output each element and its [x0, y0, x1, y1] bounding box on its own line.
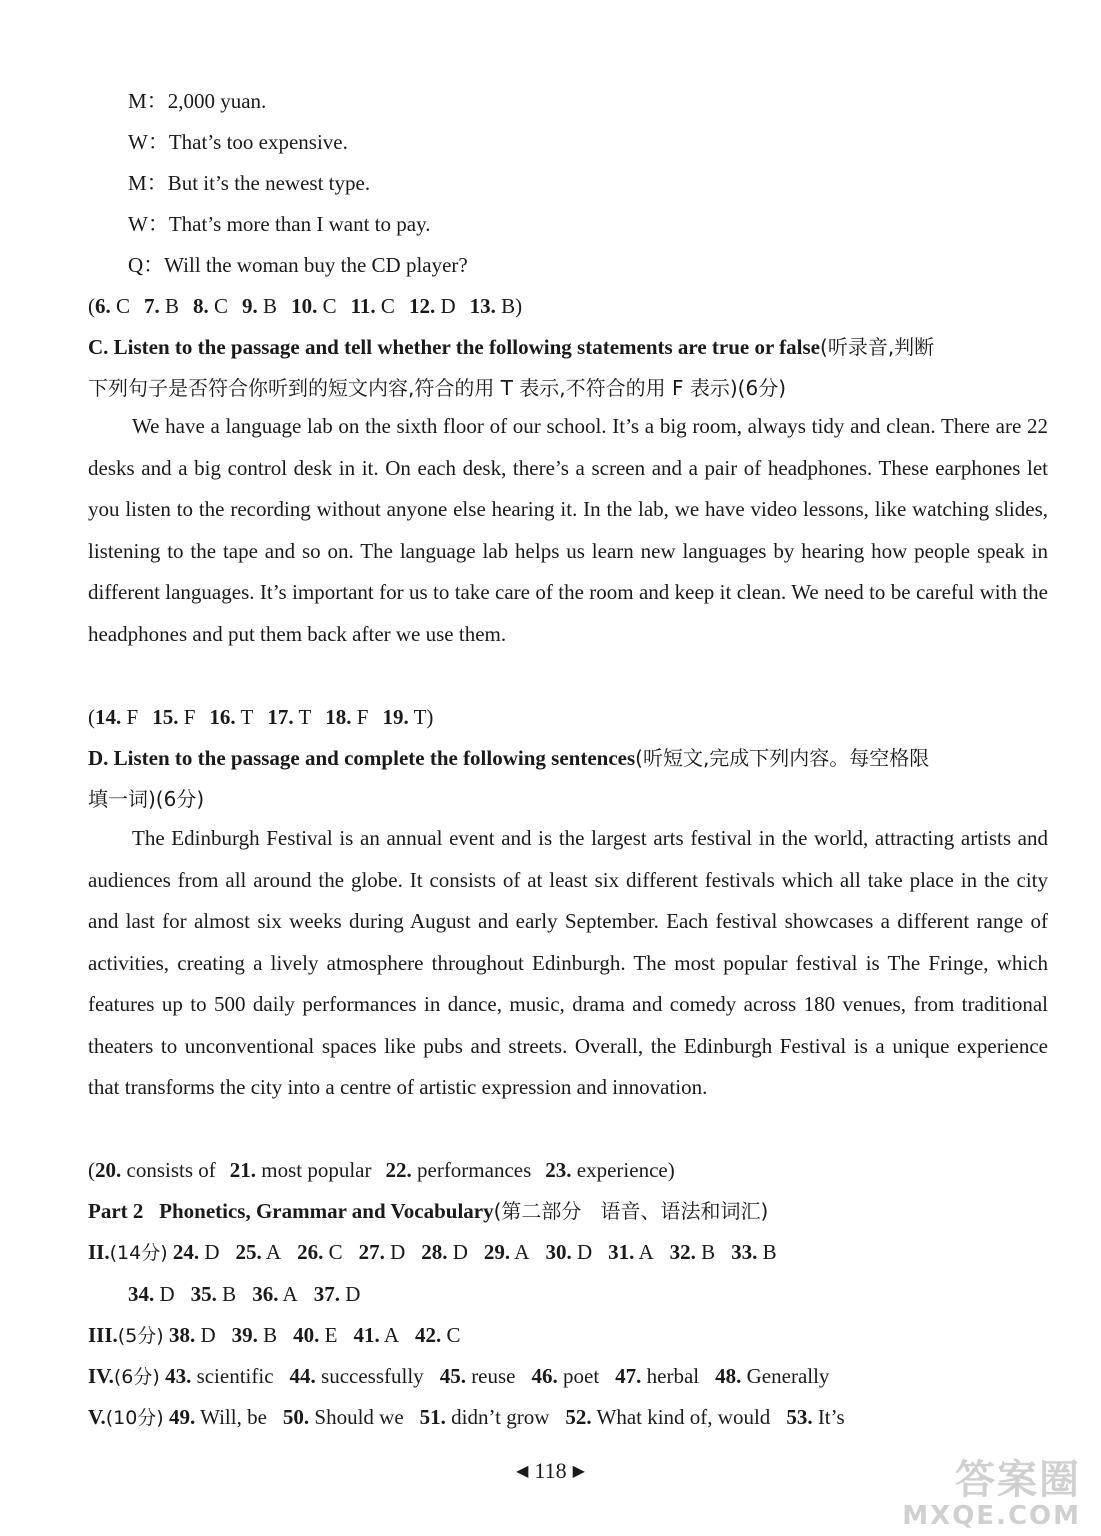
- part2-heading: Part 2 Phonetics, Grammar and Vocabulary(第二部分 语音、语法和词汇): [88, 1199, 769, 1223]
- watermark-text: 答案圈: [955, 1457, 1081, 1503]
- dialogue-line: W：That’s more than I want to pay.: [128, 212, 431, 236]
- section-c-heading-cont: 下列句子是否符合你听到的短文内容,符合的用 T 表示,不符合的用 F 表示)(6分): [88, 376, 786, 400]
- answer-row-ii: II.(14分) 24. D 25. A 26. C 27. D 28. D 29. A 30. D 31. A 32. B 33. B: [88, 1240, 777, 1264]
- dialogue-line: W：That’s too expensive.: [128, 130, 348, 154]
- dialogue-line: M：2,000 yuan.: [128, 89, 267, 113]
- section-c-passage: We have a language lab on the sixth floor of our school. It’s a big room, always tidy and clean. There are 22 desks and a big control desk in it. On each desk, there’s a screen and a pair of headphones. These earphones let you listen to the recording without anyone else hearing it. In the lab, we have video lessons, like watching slides, listening to the tape and so on. The language lab helps us learn new languages by hearing how people speak in different languages. It’s important for us to take care of the room and keep it clean. We need to be careful with the headphones and put them back after we use them.: [88, 414, 1048, 646]
- answer-key-d: (20. consists of 21. most popular 22. performances 23. experience): [88, 1158, 675, 1182]
- triangle-right-icon: ▶: [572, 1463, 585, 1480]
- answer-key-c: (14. F 15. F 16. T 17. T 18. F 19. T): [88, 705, 434, 729]
- answer-key-b: (6. C 7. B 8. C 9. B 10. C 11. C 12. D 13. B): [88, 294, 523, 318]
- dialogue-line: M：But it’s the newest type.: [128, 171, 371, 195]
- watermark-url: MXQE.COM: [902, 1501, 1081, 1531]
- answer-row-v: V.(10分) 49. Will, be 50. Should we 51. didn’t grow 52. What kind of, would 53. It’s: [88, 1405, 845, 1429]
- watermark-logo: [902, 1458, 1081, 1530]
- section-d-heading: D. Listen to the passage and complete the following sentences(听短文,完成下列内容。每空格限: [88, 746, 930, 770]
- section-d-heading-cont: 填一词)(6分): [88, 787, 205, 811]
- page-number: ◀ 118 ▶: [516, 1458, 585, 1483]
- answer-row-iv: IV.(6分) 43. scientific 44. successfully 45. reuse 46. poet 47. herbal 48. Generally: [88, 1364, 830, 1388]
- section-c-heading: C. Listen to the passage and tell whether the following statements are true or false(听录音,判断: [88, 335, 935, 359]
- triangle-left-icon: ◀: [516, 1463, 529, 1480]
- dialogue-question: Q：Will the woman buy the CD player?: [128, 253, 468, 277]
- answer-row-iii: III.(5分) 38. D 39. B 40. E 41. A 42. C: [88, 1323, 461, 1347]
- section-d-passage: The Edinburgh Festival is an annual event and is the largest arts festival in the world, attracting artists and audiences from all around the globe. It consists of at least six different festivals which all take place in the city and last for almost six weeks during August and early September. Each festival showcases a different range of activities, creating a lively atmosphere throughout Edinburgh. The most popular festival is The Fringe, which features up to 500 daily performances in dance, music, drama and comedy across 180 venues, from traditional theaters to unconventional spaces like pubs and streets. Overall, the Edinburgh Festival is a unique experience that transforms the city into a centre of artistic expression and innovation.: [88, 826, 1048, 1099]
- answer-row-ii-cont: 34. D 35. B 36. A 37. D: [128, 1282, 361, 1306]
